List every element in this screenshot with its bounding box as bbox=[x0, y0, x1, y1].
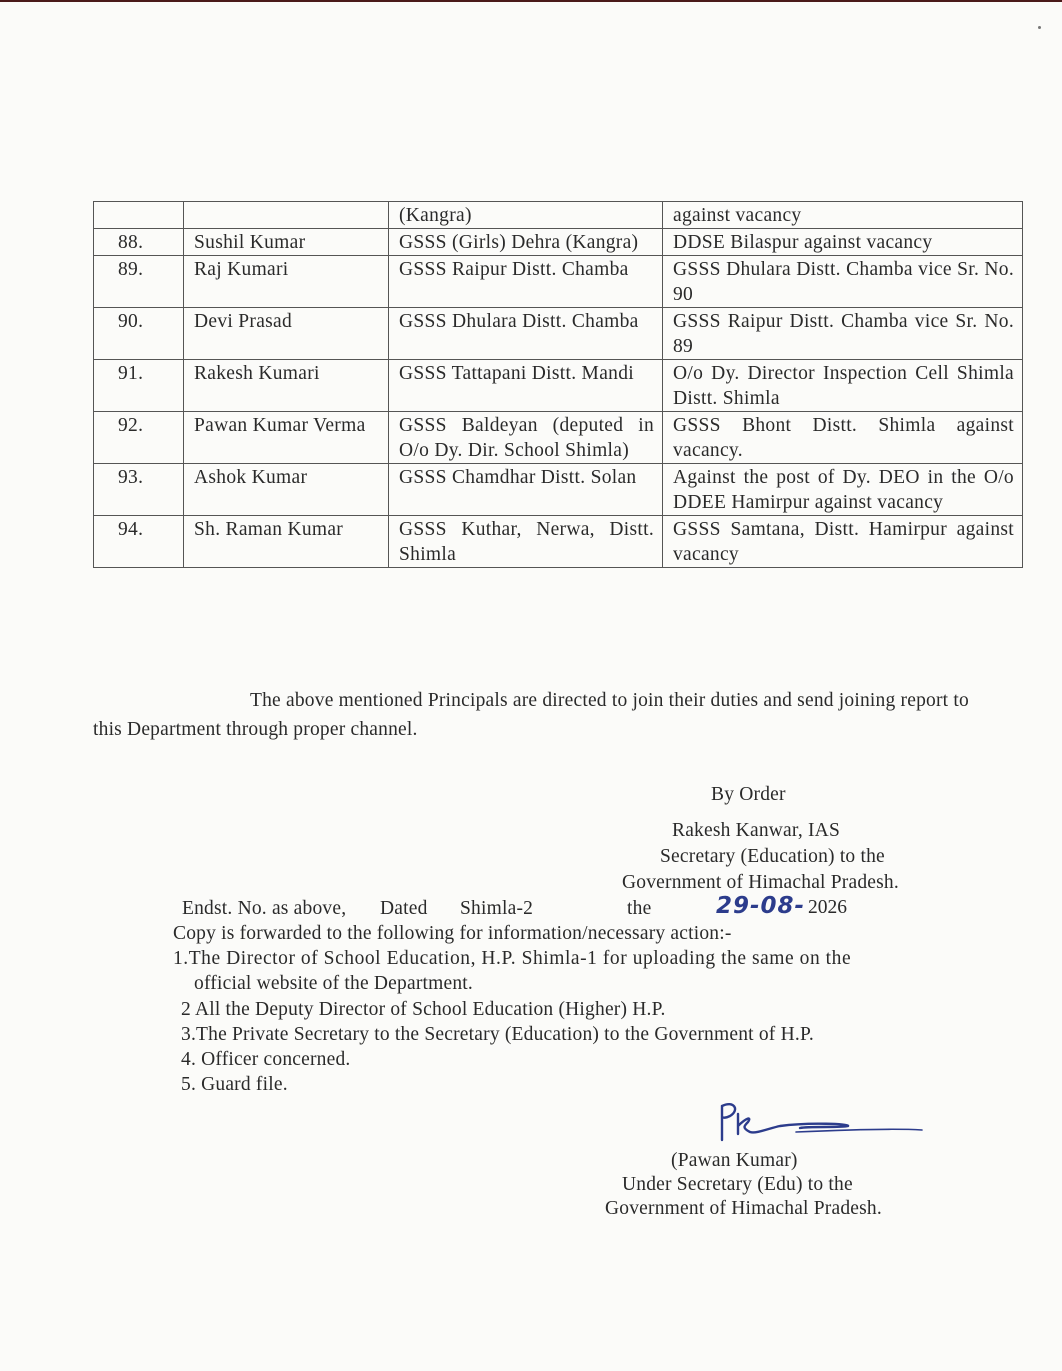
to-cell: Against the post of Dy. DEO in the O/o DDEE Hamirpur against vacancy bbox=[663, 464, 1023, 516]
serial-cell: 92. bbox=[94, 412, 184, 464]
from-cell: GSSS Baldeyan (deputed in O/o Dy. Dir. School Shimla) bbox=[389, 412, 663, 464]
to-cell: GSSS Dhulara Distt. Chamba vice Sr. No. 90 bbox=[663, 256, 1023, 308]
name-cell bbox=[184, 202, 389, 229]
distribution-item: official website of the Department. bbox=[194, 973, 474, 994]
distribution-item: 1.The Director of School Education, H.P. Shimla-1 for uploading the same on the bbox=[173, 948, 852, 969]
name-cell: Sushil Kumar bbox=[184, 229, 389, 256]
joining-instruction-text: The above mentioned Principals are directed to join their duties and send joining report to this Department through proper channel. bbox=[93, 690, 969, 740]
distribution-item: 5. Guard file. bbox=[181, 1074, 288, 1095]
signatory-name: (Pawan Kumar) bbox=[671, 1150, 798, 1171]
handwritten-signature bbox=[700, 1096, 930, 1156]
the-label: the bbox=[627, 898, 652, 919]
table-row bbox=[94, 516, 1023, 568]
to-cell: O/o Dy. Director Inspection Cell Shimla Distt. Shimla bbox=[663, 360, 1023, 412]
from-cell: GSSS Raipur Distt. Chamba bbox=[389, 256, 663, 308]
scan-speck bbox=[1038, 26, 1041, 29]
name-cell: Ashok Kumar bbox=[184, 464, 389, 516]
from-cell: GSSS Dhulara Distt. Chamba bbox=[389, 308, 663, 360]
by-order: By Order bbox=[711, 784, 786, 805]
handwritten-date: 29-08- bbox=[716, 893, 806, 919]
to-cell: against vacancy bbox=[663, 202, 1023, 229]
name-cell: Rakesh Kumari bbox=[184, 360, 389, 412]
from-cell: GSSS Kuthar, Nerwa, Distt. Shimla bbox=[389, 516, 663, 568]
joining-instruction bbox=[93, 686, 973, 744]
distribution-item: 4. Officer concerned. bbox=[181, 1049, 351, 1070]
dated-label: Dated bbox=[380, 898, 428, 919]
copy-forwarded-line: Copy is forwarded to the following for information/necessary action:- bbox=[173, 923, 732, 944]
table-row bbox=[94, 229, 1023, 256]
name-cell: Devi Prasad bbox=[184, 308, 389, 360]
date-year: 2026 bbox=[808, 897, 847, 918]
secretary-name: Rakesh Kanwar, IAS bbox=[672, 820, 840, 841]
name-cell: Raj Kumari bbox=[184, 256, 389, 308]
table-row bbox=[94, 256, 1023, 308]
table-row bbox=[94, 202, 1023, 229]
to-cell: GSSS Samtana, Distt. Hamirpur against vacancy bbox=[663, 516, 1023, 568]
place: Shimla-2 bbox=[460, 898, 534, 919]
page-top-border bbox=[0, 0, 1062, 2]
from-cell: (Kangra) bbox=[389, 202, 663, 229]
to-cell: GSSS Raipur Distt. Chamba vice Sr. No. 89 bbox=[663, 308, 1023, 360]
signatory-government: Government of Himachal Pradesh. bbox=[605, 1198, 882, 1219]
endorsement-number: Endst. No. as above, bbox=[182, 898, 347, 919]
name-cell: Pawan Kumar Verma bbox=[184, 412, 389, 464]
serial-cell: 94. bbox=[94, 516, 184, 568]
serial-cell: 88. bbox=[94, 229, 184, 256]
secretary-designation: Secretary (Education) to the bbox=[660, 846, 885, 867]
distribution-item: 2 All the Deputy Director of School Education (Higher) H.P. bbox=[181, 999, 666, 1020]
table-row bbox=[94, 360, 1023, 412]
serial-cell: 91. bbox=[94, 360, 184, 412]
from-cell: GSSS Tattapani Distt. Mandi bbox=[389, 360, 663, 412]
from-cell: GSSS (Girls) Dehra (Kangra) bbox=[389, 229, 663, 256]
to-cell: GSSS Bhont Distt. Shimla against vacancy. bbox=[663, 412, 1023, 464]
table-row bbox=[94, 308, 1023, 360]
serial-cell: 93. bbox=[94, 464, 184, 516]
signatory-designation: Under Secretary (Edu) to the bbox=[622, 1174, 853, 1195]
distribution-item: 3.The Private Secretary to the Secretary (Education) to the Government of H.P. bbox=[181, 1024, 814, 1045]
table-row bbox=[94, 464, 1023, 516]
serial-cell bbox=[94, 202, 184, 229]
to-cell: DDSE Bilaspur against vacancy bbox=[663, 229, 1023, 256]
table-row bbox=[94, 412, 1023, 464]
serial-cell: 90. bbox=[94, 308, 184, 360]
name-cell: Sh. Raman Kumar bbox=[184, 516, 389, 568]
transfer-table bbox=[93, 201, 1023, 568]
from-cell: GSSS Chamdhar Distt. Solan bbox=[389, 464, 663, 516]
secretary-government: Government of Himachal Pradesh. bbox=[622, 872, 899, 893]
serial-cell: 89. bbox=[94, 256, 184, 308]
